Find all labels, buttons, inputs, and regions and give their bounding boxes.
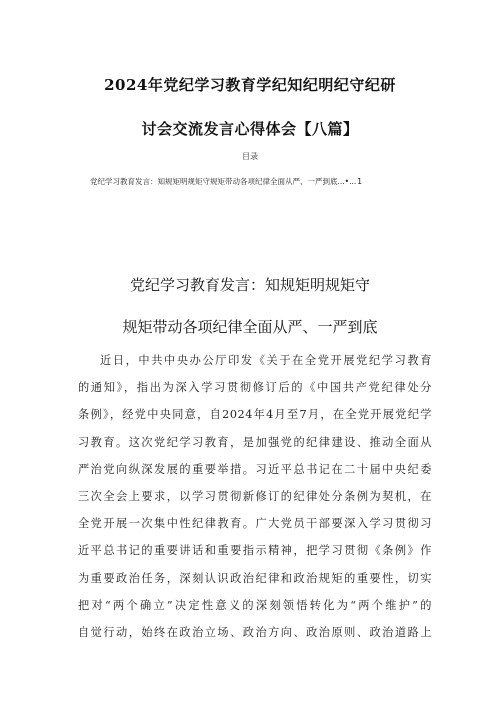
section-title-line-2: 规矩带动各项纪律全面从严、一严到底	[122, 318, 378, 336]
body-line: 自觉行动，始终在政治立场、政治方向、政治原则、政治道路上	[78, 626, 432, 640]
body-line: 习教育。这次党纪学习教育，是加强党的纪律建设、推动全面从	[78, 435, 432, 449]
toc-entry-title: 党纪学习教育发言：知规矩明规矩守规矩带动各项纪律全面从严、一严到底...•...	[90, 177, 357, 186]
toc-entry-page: 1	[357, 177, 363, 186]
body-line: 把对“两个确立”决定性意义的深刻领悟转化为“两个维护”的	[78, 598, 432, 612]
body-line: 三次全会上要求，以学习贯彻新修订的纪律处分条例为契机，在	[78, 490, 432, 504]
section-title-line-1: 党纪学习教育发言：知规矩明规矩守	[129, 276, 370, 294]
body-line: 条例》，经党中央同意，自2024年4月至7月，在全党开展党纪学	[78, 408, 432, 422]
body-line: 近平总书记的重要讲话和重要指示精神，把学习贯彻《条例》作	[78, 544, 432, 558]
body-line: 全党开展一次集中性纪律教育。广大党员干部要深入学习贯彻习	[78, 517, 432, 531]
body-paragraph	[78, 347, 432, 646]
toc-heading: 目录	[242, 152, 258, 161]
body-line: 严治党向纵深发展的重要举措。习近平总书记在二十届中央纪委	[78, 462, 432, 476]
body-line: 的通知》，指出为深入学习贯彻修订后的《中国共产党纪律处分	[78, 381, 432, 395]
document-title-line-2: 讨会交流发言心得体会【八篇】	[141, 120, 359, 138]
body-line: 近日，中共中央办公厅印发《关于在全党开展党纪学习教育	[100, 354, 432, 367]
body-line: 为重要政治任务，深刻认识政治纪律和政治规矩的重要性，切实	[78, 571, 432, 585]
toc-entry[interactable]	[90, 176, 430, 187]
document-title-line-1: 2024年党纪学习教育学纪知纪明纪守纪研	[104, 76, 396, 94]
